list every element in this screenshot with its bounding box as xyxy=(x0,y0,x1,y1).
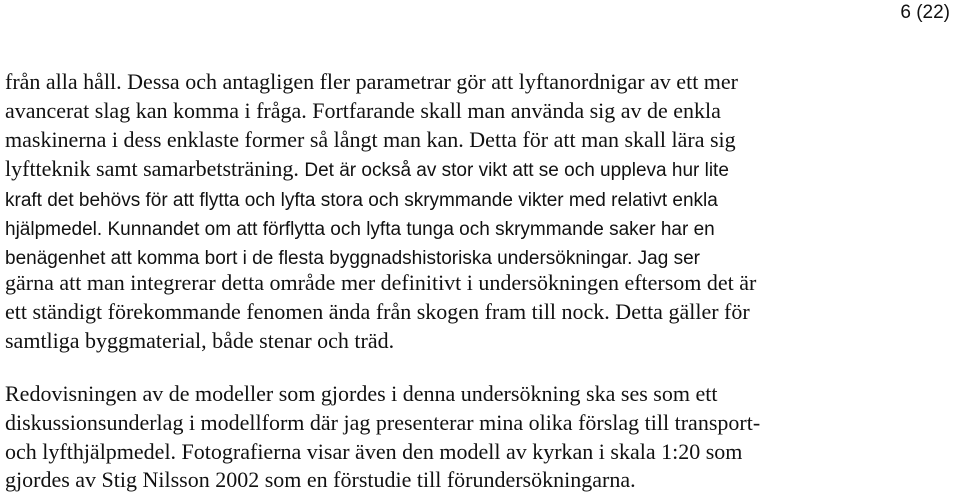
paragraph-1-line-4 xyxy=(5,154,729,186)
paragraph-2-line-2 xyxy=(5,408,760,438)
text-run: diskussionsunderlag i modellform där jag presenterar mina olika förslag till transport- xyxy=(5,410,761,435)
paragraph-1-line-9 xyxy=(5,297,750,327)
text-run: Det är också av stor vikt att se och uppleva hur lite xyxy=(304,160,729,181)
page-number: 6 (22) xyxy=(900,2,950,23)
text-run: samtliga byggmaterial, både stenar och träd. xyxy=(5,328,395,353)
text-run: avancerat slag kan komma i fråga. Fortfarande skall man använda sig av de enkla xyxy=(5,98,721,123)
text-run: från alla håll. Dessa och antagligen fler parametrar gör att lyftanordnigar av ett mer xyxy=(5,69,739,94)
paragraph-2-line-1 xyxy=(5,379,717,409)
paragraph-2-line-3 xyxy=(5,437,742,467)
text-run: kraft det behövs för att flytta och lyfta stora och skrymmande vikter med relativt enkla xyxy=(5,190,718,211)
text-run: lyftteknik samt samarbetsträning. xyxy=(5,156,305,181)
paragraph-1-line-6 xyxy=(5,213,715,245)
paragraph-1-line-5 xyxy=(5,184,718,216)
text-run: Redovisningen av de modeller som gjordes i denna undersökning ska ses som ett xyxy=(5,381,718,406)
text-run: maskinerna i dess enklaste former så långt man kan. Detta för att man skall lära sig xyxy=(5,127,736,152)
paragraph-1-line-2 xyxy=(5,96,721,126)
text-run: gärna att man integrerar detta område mer definitivt i undersökningen eftersom det är xyxy=(5,270,757,295)
paragraph-1-line-1 xyxy=(5,67,738,97)
paragraph-1-line-8 xyxy=(5,268,756,298)
paragraph-1-line-10 xyxy=(5,326,394,356)
text-run: ett ständigt förekommande fenomen ända från skogen fram till nock. Detta gäller för xyxy=(5,299,750,324)
text-run: gjordes av Stig Nilsson 2002 som en förstudie till förundersökningarna. xyxy=(5,467,636,492)
text-run: benägenhet att komma bort i de flesta byggnadshistoriska undersökningar. Jag ser xyxy=(5,248,700,269)
text-run: hjälpmedel. Kunnandet om att förflytta och lyfta tunga och skrymmande saker har en xyxy=(5,219,715,240)
paragraph-2-line-4 xyxy=(5,465,636,495)
text-run: och lyfthjälpmedel. Fotografierna visar även den modell av kyrkan i skala 1:20 som xyxy=(5,439,743,464)
paragraph-1-line-3 xyxy=(5,125,736,155)
